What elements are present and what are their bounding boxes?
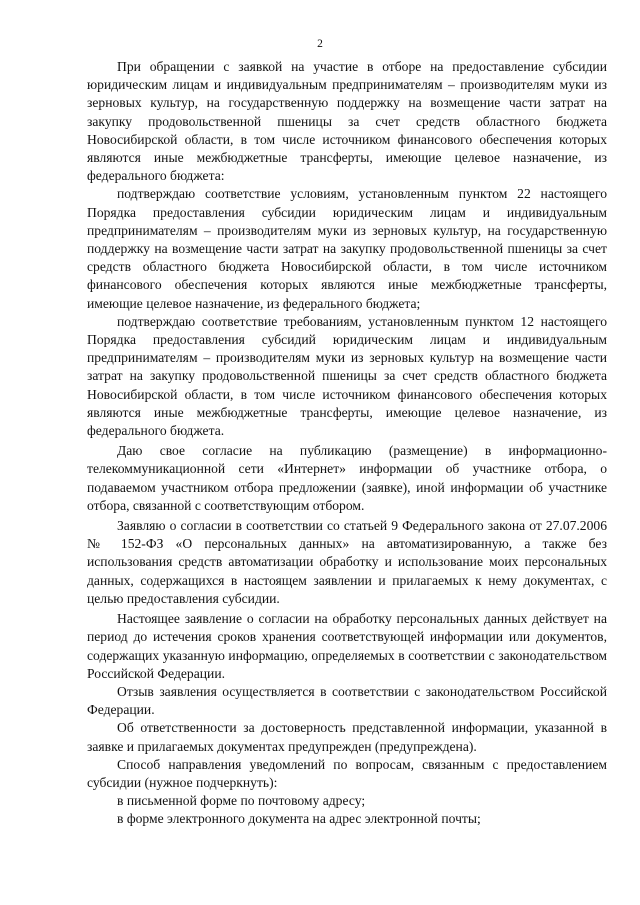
paragraph-option-email: в форме электронного документа на адрес электронной почты; bbox=[117, 811, 481, 827]
document-body bbox=[87, 58, 607, 829]
page-number: 2 bbox=[317, 38, 323, 50]
paragraph-application-intro: При обращении с заявкой на участие в отборе на предоставление субсидии юридическим лицам и индивидуальным предпринимателям – производителям муки из зерновых культур, на государственную поддержку на возмещение части затрат на закупку продовольственной пшеницы за счет средств областного бюджета Новосибирской области, в том числе источником финансового обеспечения которых являются иные межбюджетные трансферты, имеющие целевое назначение, из федерального бюджета: bbox=[87, 59, 607, 184]
paragraph-notification-method: Способ направления уведомлений по вопросам, связанным с предоставлением субсидии (нужное подчеркнуть): bbox=[87, 756, 607, 790]
paragraph-consent-validity: Настоящее заявление о согласии на обработку персональных данных действует на период до истечения сроков хранения соответствующей информации или документов, содержащих указанную информацию, определяемых в соответствии с законодательством Российской Федерации. bbox=[87, 611, 607, 681]
paragraph-publication-consent: Даю свое согласие на публикацию (размещение) в информационно-телекоммуникационной сети «Интернет» информации об участнике отбора, о подаваемом участником отбора предложении (заявке), иной информации об участнике отбора, связанной с соответствующим отбором. bbox=[87, 443, 607, 513]
paragraph-personal-data-consent: Заявляю о согласии в соответствии со статьей 9 Федерального закона от 27.07.2006 № 152-ФЗ «О персональных данных» на автоматизированную, а также без использования средств автоматизации обработку и использование моих персональных данных, содержащихся в настоящем заявлении и прилагаемых к нему документах, с целью предоставления субсидии. bbox=[87, 518, 607, 606]
paragraph-confirm-conditions: подтверждаю соответствие условиям, установленным пунктом 22 настоящего Порядка предоставления субсидии юридическим лицам и индивидуальным предпринимателям – производителям муки из зерновых культур, на государственную поддержку на возмещение части затрат на закупку продовольственной пшеницы за счет средств областного бюджета Новосибирской области, в том числе источником финансового обеспечения которых являются иные межбюджетные трансферты, имеющие целевое назначение, из федерального бюджета; bbox=[87, 186, 607, 311]
paragraph-option-postal: в письменной форме по почтовому адресу; bbox=[117, 793, 366, 809]
paragraph-responsibility: Об ответственности за достоверность представленной информации, указанной в заявке и прилагаемых документах предупрежден (предупреждена). bbox=[87, 720, 607, 754]
paragraph-confirm-requirements: подтверждаю соответствие требованиям, установленным пунктом 12 настоящего Порядка предоставления субсидий юридическим лицам и индивидуальным предпринимателям – производителям муки из зерновых культур на возмещение части затрат на закупку продовольственной пшеницы за счет средств областного бюджета Новосибирской области, в том числе источником финансового обеспечения которых являются иные межбюджетные трансферты, имеющие целевое назначение, из федерального бюджета. bbox=[87, 313, 607, 439]
paragraph-withdrawal: Отзыв заявления осуществляется в соответствии с законодательством Российской Федерации. bbox=[87, 683, 607, 718]
